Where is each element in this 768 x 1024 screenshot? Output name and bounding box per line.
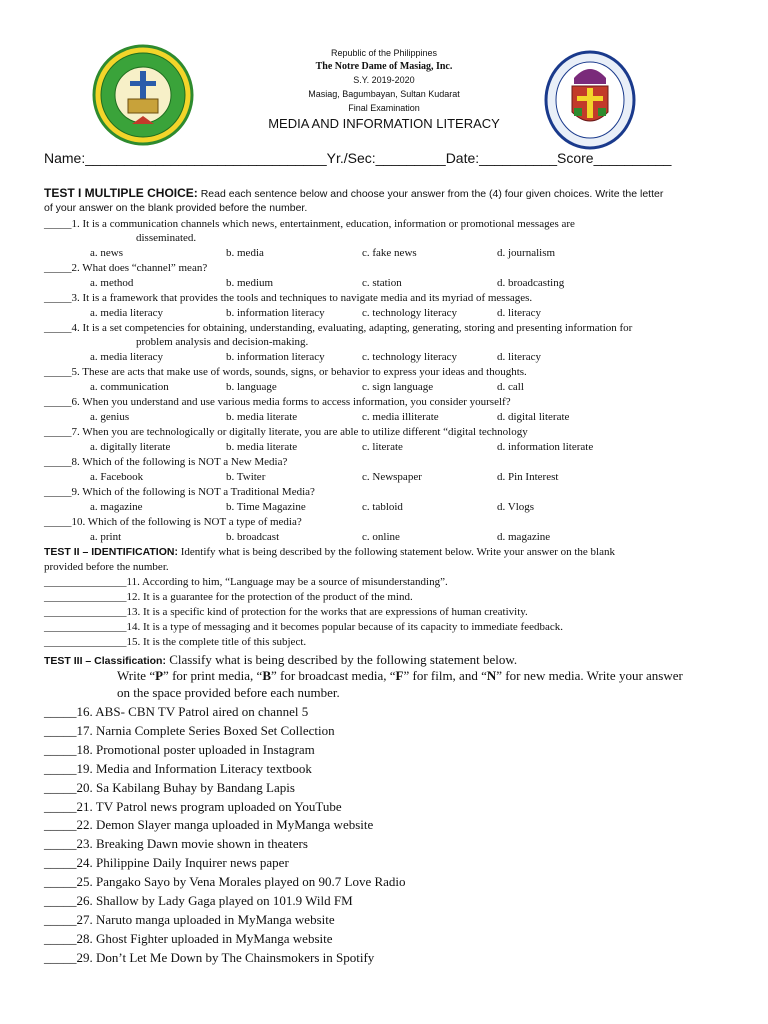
answer-option: b. information literacy [226, 351, 325, 363]
identification-item[interactable]: _______________12. It is a guarantee for the protection of the product of the mind. [44, 591, 413, 603]
classification-item[interactable]: _____29. Don’t Let Me Down by The Chainsmokers in Spotify [44, 949, 375, 965]
question-stem: _____4. It is a set competencies for obtaining, understanding, evaluating, adapting, generating, storing and presenting information for [44, 322, 633, 334]
classification-item[interactable]: _____21. TV Patrol news program uploaded on YouTube [44, 798, 342, 814]
answer-option: a. news [90, 247, 123, 259]
test1-instruction-a: Read each sentence below and choose your answer from the (4) four given choices. Write the letter [197, 188, 664, 200]
answer-option: c. tabloid [362, 501, 403, 513]
classification-item[interactable]: _____18. Promotional poster uploaded in Instagram [44, 741, 315, 757]
school-year: S.Y. 2019-2020 [353, 75, 415, 85]
classification-item[interactable]: _____23. Breaking Dawn movie shown in theaters [44, 836, 308, 852]
classification-item[interactable]: _____25. Pangako Sayo by Vena Morales played on 90.7 Love Radio [44, 874, 406, 890]
question-stem: _____2. What does “channel” mean? [44, 262, 208, 274]
answer-option: d. literacy [497, 351, 541, 363]
test3-instructions [44, 651, 517, 669]
answer-option: a. communication [90, 381, 169, 393]
legend-n: N [486, 668, 497, 683]
answer-option: c. station [362, 277, 402, 289]
classification-item[interactable]: _____16. ABS- CBN TV Patrol aired on channel 5 [44, 704, 309, 719]
answer-option: c. fake news [362, 247, 417, 259]
legend-p: P [155, 668, 164, 683]
classification-item[interactable]: _____19. Media and Information Literacy textbook [44, 760, 312, 776]
answer-option: c. technology literacy [362, 351, 457, 363]
answer-option: d. information literate [497, 441, 594, 453]
classification-item[interactable]: _____24. Philippine Daily Inquirer news paper [44, 855, 289, 871]
answer-option: c. Newspaper [362, 471, 422, 483]
legend-text: ” for broadcast media, “ [270, 668, 396, 683]
answer-option: a. Facebook [90, 471, 144, 483]
legend-text: Write “ [117, 668, 156, 683]
answer-option: b. media literate [226, 441, 298, 453]
answer-option: d. journalism [497, 247, 556, 259]
archdiocese-seal-icon [544, 50, 636, 150]
test3-heading: TEST III – Classification: [44, 655, 166, 667]
question-stem: _____8. Which of the following is NOT a New Media? [44, 456, 288, 468]
answer-option: c. technology literacy [362, 307, 457, 319]
answer-option: c. online [362, 531, 400, 543]
answer-option: d. Vlogs [497, 501, 535, 513]
legend-text: ” for print media, “ [163, 668, 263, 683]
classification-item[interactable]: _____28. Ghost Fighter uploaded in MyManga website [44, 930, 333, 946]
answer-option: d. literacy [497, 307, 541, 319]
test2-instruction-b: provided before the number. [44, 561, 169, 573]
test1-instructions [44, 186, 734, 202]
test2-instructions [44, 546, 744, 558]
answer-option: d. call [497, 381, 524, 393]
republic-line: Republic of the Philippines [330, 48, 438, 58]
classification-item[interactable]: _____20. Sa Kabilang Buhay by Bandang Lapis [44, 779, 295, 795]
answer-option: b. information literacy [226, 307, 325, 319]
classification-item[interactable]: _____22. Demon Slayer manga uploaded in MyManga website [44, 817, 374, 833]
identification-item[interactable]: _______________13. It is a specific kind of protection for the works that are expressions of human creativity. [44, 606, 528, 618]
classification-item[interactable]: _____27. Naruto manga uploaded in MyManga website [44, 911, 335, 927]
answer-option: a. media literacy [90, 351, 163, 363]
answer-option: b. language [226, 381, 277, 393]
answer-option: d. digital literate [497, 411, 570, 423]
answer-option: d. broadcasting [497, 277, 565, 289]
question-stem: _____6. When you understand and use various media forms to access information, you consider yourself? [44, 396, 511, 408]
question-stem: _____10. Which of the following is NOT a type of media? [44, 516, 302, 528]
test3-instruction: Classify what is being described by the following statement below. [165, 652, 518, 667]
answer-option: d. Pin Interest [497, 471, 559, 483]
answer-option: c. media illiterate [362, 411, 439, 423]
question-stem: _____3. It is a framework that provides the tools and techniques to navigate media and its myriad of messages. [44, 292, 533, 304]
answer-option: b. medium [226, 277, 274, 289]
school-name: The Notre Dame of Masiag, Inc. [315, 61, 453, 72]
test1-instruction-b: of your answer on the blank provided before the number. [44, 202, 308, 214]
identification-item[interactable]: _______________15. It is the complete title of this subject. [44, 636, 307, 648]
test3-instruction-cont: on the space provided before each number. [117, 685, 340, 700]
answer-option: c. sign language [362, 381, 434, 393]
question-stem-cont: disseminated. [136, 232, 197, 244]
answer-option: b. media literate [226, 411, 298, 423]
school-seal-icon [92, 44, 194, 146]
subject-title: MEDIA AND INFORMATION LITERACY [268, 116, 500, 131]
answer-option: a. digitally literate [90, 441, 171, 453]
classification-item[interactable]: _____26. Shallow by Lady Gaga played on 101.9 Wild FM [44, 893, 353, 908]
answer-option: a. genius [90, 411, 130, 423]
school-address: Masiag, Bagumbayan, Sultan Kudarat [308, 89, 460, 99]
exam-title: Final Examination [348, 103, 420, 113]
legend-text: ” for new media. Write your answer [496, 668, 683, 683]
legend-text: ” for film, and “ [403, 668, 487, 683]
answer-option: a. magazine [90, 501, 143, 513]
question-stem: _____5. These are acts that make use of words, sounds, signs, or behavior to express your ideas and thoughts. [44, 366, 527, 378]
identification-item[interactable]: _______________14. It is a type of messaging and it becomes popular because of its capacity to immediate feedback. [44, 621, 563, 633]
classification-item[interactable]: _____17. Narnia Complete Series Boxed Set Collection [44, 722, 335, 738]
answer-option: b. media [226, 247, 264, 259]
test2-heading: TEST II – IDENTIFICATION: [44, 546, 178, 558]
identification-item[interactable]: _______________11. According to him, “Language may be a source of misunderstanding”. [44, 576, 448, 588]
answer-option: d. magazine [497, 531, 551, 543]
legend-b: B [262, 668, 271, 683]
student-info-line[interactable]: Name:_______________________________Yr./Sec:_________Date:__________Score__________ [44, 150, 672, 166]
answer-option: a. method [90, 277, 134, 289]
test2-instruction-a: Identify what is being described by the following statement below. Write your answer on the blank [177, 546, 615, 558]
answer-option: b. Twiter [226, 471, 266, 483]
question-stem: _____7. When you are technologically or digitally literate, you are able to utilize different “digital technology [44, 426, 528, 438]
answer-option: a. print [90, 531, 122, 543]
answer-option: b. Time Magazine [226, 501, 306, 513]
answer-option: b. broadcast [226, 531, 280, 543]
test1-heading: TEST I MULTIPLE CHOICE: [44, 186, 198, 200]
question-stem-cont: problem analysis and decision-making. [136, 336, 309, 348]
legend-f: F [395, 668, 404, 683]
answer-option: c. literate [362, 441, 403, 453]
answer-option: a. media literacy [90, 307, 163, 319]
question-stem: _____1. It is a communication channels which news, entertainment, education, information or promotional messages are [44, 218, 575, 230]
test3-legend [117, 668, 683, 684]
question-stem: _____9. Which of the following is NOT a Traditional Media? [44, 486, 315, 498]
